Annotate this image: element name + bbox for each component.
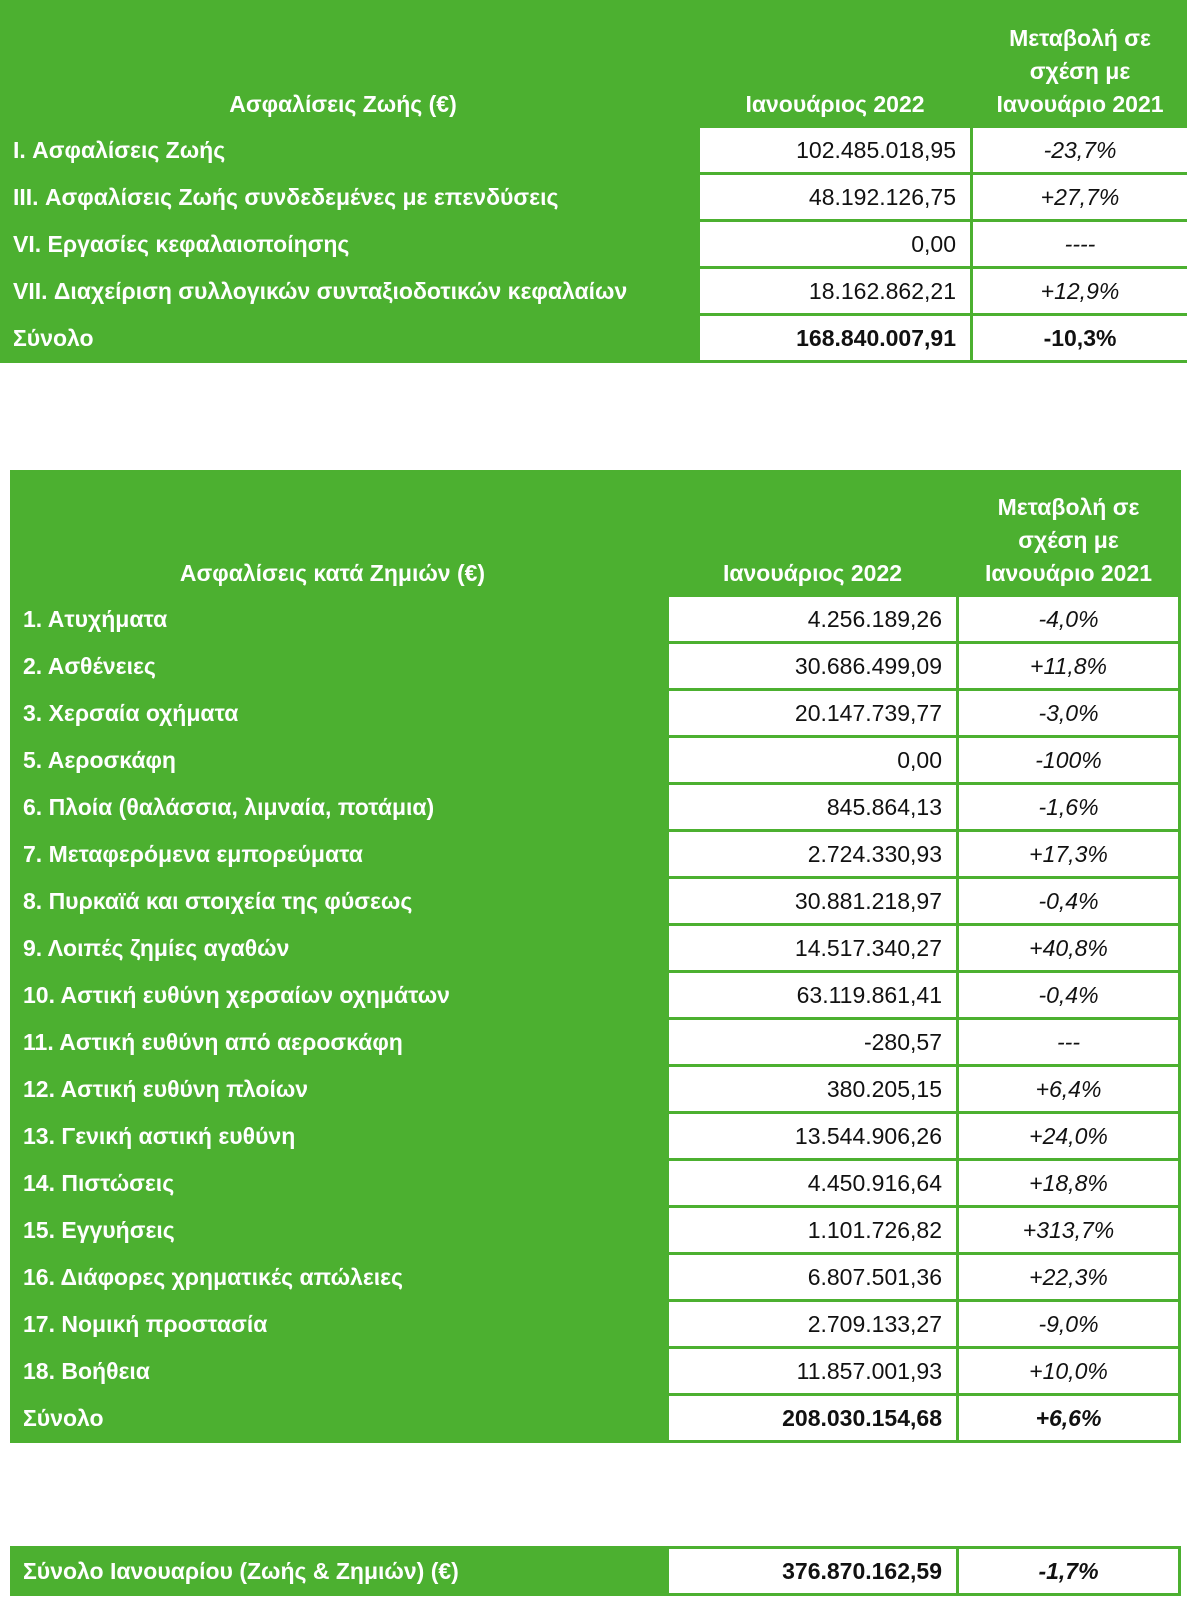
table-row xyxy=(12,1254,1180,1301)
table-row xyxy=(12,972,1180,1019)
row-label: 18. Βοήθεια xyxy=(12,1348,668,1395)
row-label: 9. Λοιπές ζημίες αγαθών xyxy=(12,925,668,972)
total-change: +6,6% xyxy=(958,1395,1180,1442)
row-change: -0,4% xyxy=(958,972,1180,1019)
row-label: 1. Ατυχήματα xyxy=(12,596,668,643)
total-value: 168.840.007,91 xyxy=(699,315,972,362)
table-row xyxy=(12,596,1180,643)
row-change: +12,9% xyxy=(972,268,1187,315)
row-value: 30.881.218,97 xyxy=(668,878,958,925)
row-change: +313,7% xyxy=(958,1207,1180,1254)
row-value: 48.192.126,75 xyxy=(699,174,972,221)
row-change: -23,7% xyxy=(972,127,1187,174)
table-row xyxy=(12,1066,1180,1113)
row-change: +10,0% xyxy=(958,1348,1180,1395)
row-value: 11.857.001,93 xyxy=(668,1348,958,1395)
grand-total-label: Σύνολο Ιανουαρίου (Ζωής & Ζημιών) (€) xyxy=(12,1548,668,1595)
row-change: +27,7% xyxy=(972,174,1187,221)
row-value: 102.485.018,95 xyxy=(699,127,972,174)
row-value: 20.147.739,77 xyxy=(668,690,958,737)
table-row xyxy=(12,690,1180,737)
table-header-row xyxy=(2,2,1187,127)
row-label: 3. Χερσαία οχήματα xyxy=(12,690,668,737)
row-label: 17. Νομική προστασία xyxy=(12,1301,668,1348)
grand-total-value: 376.870.162,59 xyxy=(668,1548,958,1595)
column-header-period: Ιανουάριος 2022 xyxy=(668,472,958,596)
total-label: Σύνολο xyxy=(2,315,699,362)
table-row xyxy=(12,737,1180,784)
row-label: 14. Πιστώσεις xyxy=(12,1160,668,1207)
row-value: 18.162.862,21 xyxy=(699,268,972,315)
row-value: 13.544.906,26 xyxy=(668,1113,958,1160)
row-label: 7. Μεταφερόμενα εμπορεύματα xyxy=(12,831,668,878)
row-change: -4,0% xyxy=(958,596,1180,643)
table-header-row xyxy=(12,472,1180,596)
row-label: 5. Αεροσκάφη xyxy=(12,737,668,784)
column-header-category: Ασφαλίσεις κατά Ζημιών (€) xyxy=(12,472,668,596)
row-value: 6.807.501,36 xyxy=(668,1254,958,1301)
row-label: 8. Πυρκαϊά και στοιχεία της φύσεως xyxy=(12,878,668,925)
row-change: +18,8% xyxy=(958,1160,1180,1207)
row-change: -9,0% xyxy=(958,1301,1180,1348)
row-change: -0,4% xyxy=(958,878,1180,925)
life-insurance-table xyxy=(0,0,1187,363)
table-row xyxy=(12,1301,1180,1348)
row-value: 4.450.916,64 xyxy=(668,1160,958,1207)
table-row xyxy=(12,1348,1180,1395)
column-header-category: Ασφαλίσεις Ζωής (€) xyxy=(2,2,699,127)
grand-total-table xyxy=(10,1546,1181,1596)
row-value: 845.864,13 xyxy=(668,784,958,831)
row-value: 0,00 xyxy=(699,221,972,268)
column-header-change: Μεταβολή σε σχέση με Ιανουάριο 2021 xyxy=(972,2,1187,127)
table-row xyxy=(12,1019,1180,1066)
row-value: 2.709.133,27 xyxy=(668,1301,958,1348)
row-value: 63.119.861,41 xyxy=(668,972,958,1019)
nonlife-insurance-table xyxy=(10,470,1181,1443)
table-row xyxy=(2,174,1187,221)
row-label: VII. Διαχείριση συλλογικών συνταξιοδοτικών κεφαλαίων xyxy=(2,268,699,315)
table-row xyxy=(12,831,1180,878)
row-label: 10. Αστική ευθύνη χερσαίων οχημάτων xyxy=(12,972,668,1019)
row-value: 380.205,15 xyxy=(668,1066,958,1113)
row-value: 30.686.499,09 xyxy=(668,643,958,690)
row-change: +40,8% xyxy=(958,925,1180,972)
row-label: III. Ασφαλίσεις Ζωής συνδεδεμένες με επενδύσεις xyxy=(2,174,699,221)
row-change: +11,8% xyxy=(958,643,1180,690)
row-label: 16. Διάφορες χρηματικές απώλειες xyxy=(12,1254,668,1301)
column-header-change: Μεταβολή σε σχέση με Ιανουάριο 2021 xyxy=(958,472,1180,596)
row-value: 4.256.189,26 xyxy=(668,596,958,643)
table-row xyxy=(12,878,1180,925)
row-label: 13. Γενική αστική ευθύνη xyxy=(12,1113,668,1160)
row-label: 11. Αστική ευθύνη από αεροσκάφη xyxy=(12,1019,668,1066)
total-row xyxy=(12,1395,1180,1442)
table-row xyxy=(2,268,1187,315)
total-change: -10,3% xyxy=(972,315,1187,362)
row-change: -3,0% xyxy=(958,690,1180,737)
row-value: 1.101.726,82 xyxy=(668,1207,958,1254)
table-row xyxy=(12,925,1180,972)
table-row xyxy=(12,1160,1180,1207)
grand-total-row xyxy=(12,1548,1180,1595)
table-row xyxy=(2,221,1187,268)
row-change: +6,4% xyxy=(958,1066,1180,1113)
column-header-period: Ιανουάριος 2022 xyxy=(699,2,972,127)
grand-total-change: -1,7% xyxy=(958,1548,1180,1595)
row-label: 6. Πλοία (θαλάσσια, λιμναία, ποτάμια) xyxy=(12,784,668,831)
row-label: I. Ασφαλίσεις Ζωής xyxy=(2,127,699,174)
table-row xyxy=(12,784,1180,831)
row-value: 0,00 xyxy=(668,737,958,784)
row-label: 15. Εγγυήσεις xyxy=(12,1207,668,1254)
row-value: 2.724.330,93 xyxy=(668,831,958,878)
table-row xyxy=(12,1207,1180,1254)
table-row xyxy=(2,127,1187,174)
row-label: 2. Ασθένειες xyxy=(12,643,668,690)
row-value: 14.517.340,27 xyxy=(668,925,958,972)
row-value: -280,57 xyxy=(668,1019,958,1066)
row-change: +17,3% xyxy=(958,831,1180,878)
total-label: Σύνολο xyxy=(12,1395,668,1442)
table-row xyxy=(12,643,1180,690)
row-change: -1,6% xyxy=(958,784,1180,831)
table-row xyxy=(12,1113,1180,1160)
row-change: +24,0% xyxy=(958,1113,1180,1160)
row-change: --- xyxy=(958,1019,1180,1066)
row-change: -100% xyxy=(958,737,1180,784)
total-value: 208.030.154,68 xyxy=(668,1395,958,1442)
row-change: +22,3% xyxy=(958,1254,1180,1301)
row-change: ---- xyxy=(972,221,1187,268)
row-label: VI. Εργασίες κεφαλαιοποίησης xyxy=(2,221,699,268)
row-label: 12. Αστική ευθύνη πλοίων xyxy=(12,1066,668,1113)
total-row xyxy=(2,315,1187,362)
